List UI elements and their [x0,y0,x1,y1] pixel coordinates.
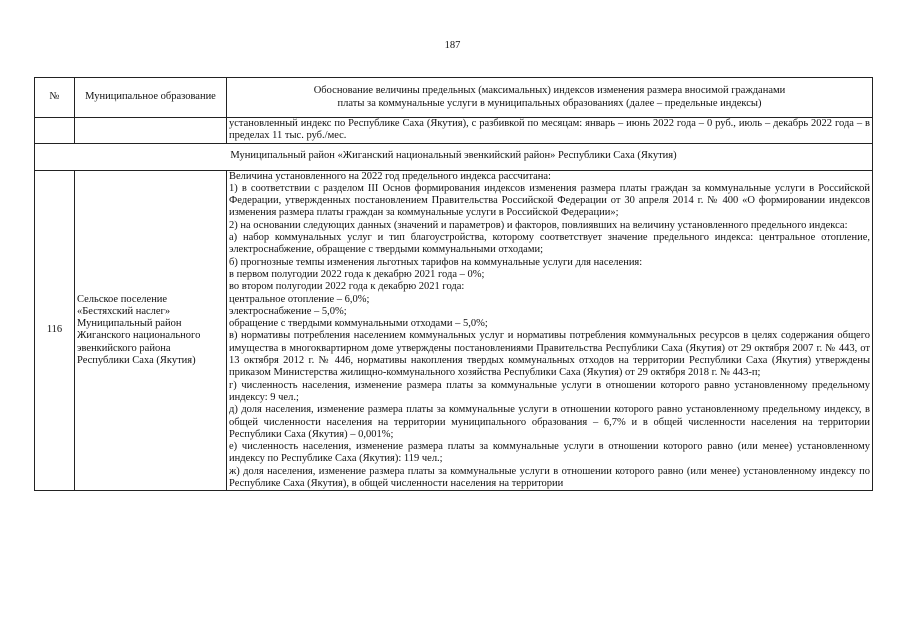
section-title: Муниципальный район «Жиганский национальный эвенкийский район» Республики Саха (Якутия) [35,143,873,170]
header-number: № [35,78,75,118]
justification-paragraph: центральное отопление – 6,0%; [229,293,370,305]
justification-paragraph: ж) доля населения, изменение размера платы за коммунальные услуги в отношении которого равно (или менее) установленному индексу по Республике Саха (Якутия), в общей численности населения на территории [229,465,870,490]
header-justification-line1: Обоснование величины предельных (максимальных) индексов изменения размера вносимой гражданами [313,85,786,97]
row-municipality: Сельское поселение «Бестяхский наслег» Муниципальный район Жиганского национального эвенкийского района Республики Саха (Якутия) [75,170,227,491]
row-justification [227,170,873,491]
justification-paragraph: 1) в соответствии с разделом III Основ формирования индексов изменения размера платы граждан за коммунальные услуги в Российской Федерации, утвержденных постановлением Правительства Российской Федерации от 30 апреля 2014 г. № 400 «О формировании индексов изменения размера платы граждан за коммунальные услуги в Российской Федерации»; [229,182,870,219]
justification-paragraph: в первом полугодии 2022 года к декабрю 2021 года – 0%; [229,268,485,280]
header-justification-line2: платы за коммунальные услуги в муниципальных образованиях (далее – предельные индексы) [337,97,762,109]
continuation-text: установленный индекс по Республике Саха (Якутия), с разбивкой по месяцам: январь – июнь 2022 года – 0 руб., июль – декабрь 2022 года – в пределах 11 тыс. руб./мес. [227,118,873,144]
justification-paragraph: Величина установленного на 2022 год предельного индекса рассчитана: [229,170,551,182]
page-number: 187 [444,40,461,51]
justification-paragraph: в) нормативы потребления населением коммунальных услуг и нормативы потребления коммунальных ресурсов в целях содержания общего имущества в многоквартирном доме утверждены постановлениями Правительства Республики Саха (Якутия) от 29 октября 2007 г. № 443, от 13 октября 2012 г. № 446, нормативы накопления твердых коммунальных отходов на территории Республики Саха (Якутия) утверждены приказом Министерства жилищно-коммунального хозяйства Республики Саха (Якутия) от 29 октября 2018 г. № 443-п; [229,330,870,379]
section-row [35,143,873,170]
row-number: 116 [35,170,75,491]
justification-paragraph: г) численность населения, изменение размера платы за коммунальные услуги в отношении которого равно установленному предельному индексу: 9 чел.; [229,379,870,403]
header-justification [227,78,873,118]
tariff-index-table [34,77,873,491]
justification-paragraph: 2) на основании следующих данных (значений и параметров) и факторов, повлиявших на величину установленного предельного индекса: [229,219,848,231]
continuation-num-cell [35,118,75,144]
justification-paragraph: электроснабжение – 5,0%; [229,305,347,317]
continuation-mun-cell [75,118,227,144]
table-header-row [35,78,873,118]
table-row [35,170,873,491]
justification-paragraph: е) численность населения, изменение размера платы за коммунальные услуги в отношении которого равно (или менее) установленному индексу по Республике Саха (Якутия): 119 чел.; [229,441,870,465]
justification-paragraph: обращение с твердыми коммунальными отходами – 5,0%; [229,318,488,330]
justification-paragraph: д) доля населения, изменение размера платы за коммунальные услуги в отношении которого равно установленному предельному индексу, в общей численности населения на территории муниципального образования – 6,7% и в общей численности населения на территории Республики Саха (Якутия) – 0,001%; [229,404,870,440]
justification-paragraph: а) набор коммунальных услуг и тип благоустройства, которому соответствует значение предельного индекса: центральное отопление, электроснабжение, обращение с твердыми коммунальными отходами; [229,232,870,256]
header-municipality: Муниципальное образование [75,78,227,118]
justification-paragraph: во втором полугодии 2022 года к декабрю 2021 года: [229,281,465,293]
continuation-row [35,118,873,144]
justification-paragraph: б) прогнозные темпы изменения льготных тарифов на коммунальные услуги для населения: [229,256,643,268]
